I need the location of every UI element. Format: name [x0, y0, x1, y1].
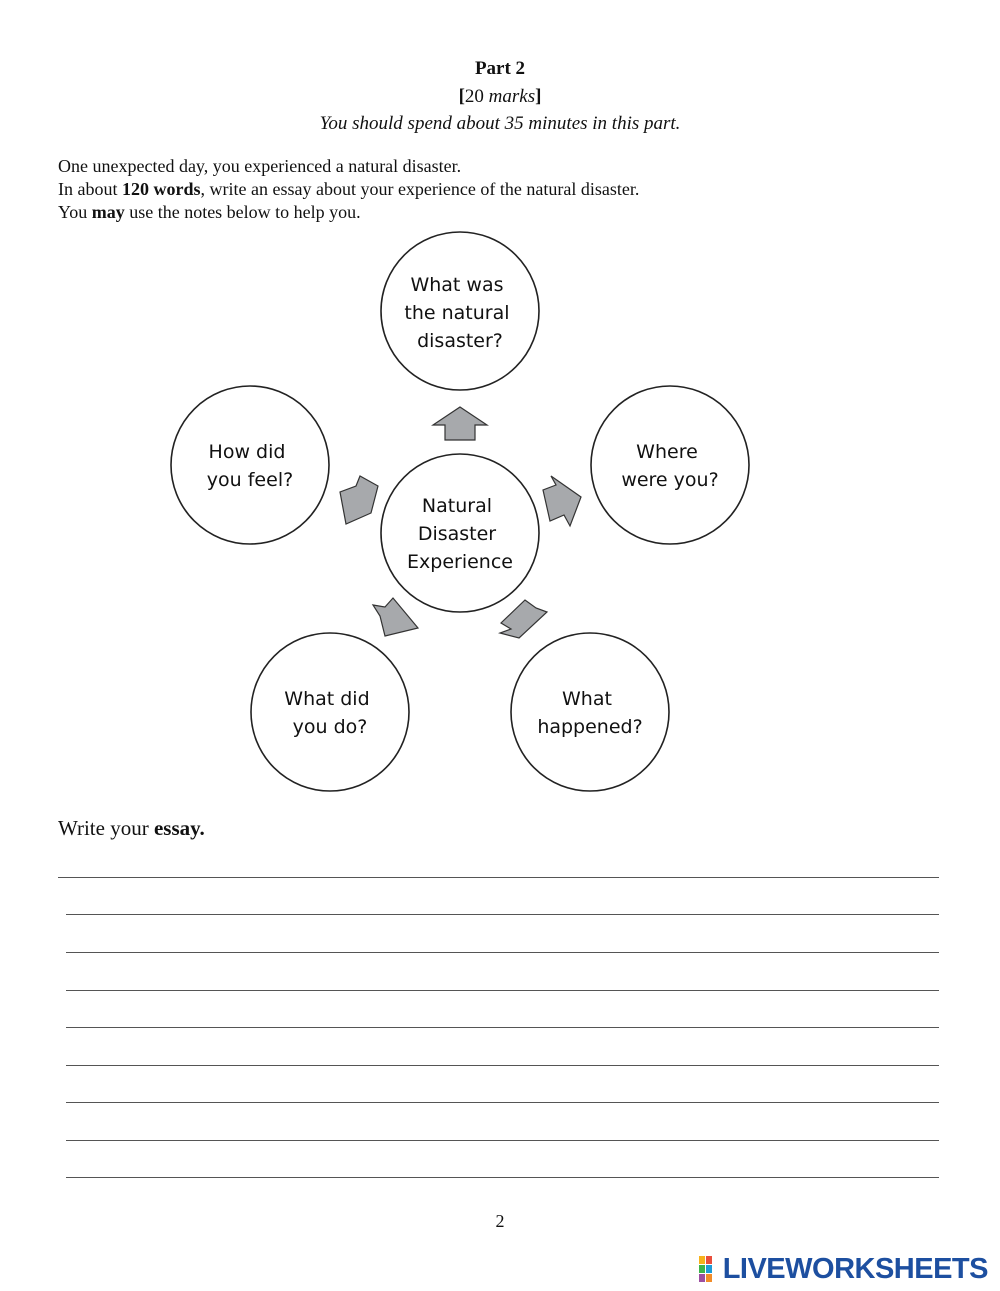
writing-line[interactable] [66, 990, 939, 991]
writing-line[interactable] [66, 1140, 939, 1141]
bottom-left-circle [251, 633, 409, 791]
top-line-2: the natural [404, 302, 510, 324]
arrow-up-icon [433, 407, 487, 440]
instruction-line-1: One unexpected day, you experienced a natural disaster. [58, 156, 462, 176]
part-title: Part 2 [474, 58, 526, 79]
center-line-2: Disaster [417, 523, 497, 545]
instruction-3-pre: You [58, 202, 92, 222]
writing-line[interactable] [66, 1102, 939, 1103]
instruction-2-pre: In about [58, 179, 122, 199]
writing-line[interactable] [66, 1177, 939, 1178]
marks-value: 20 [464, 86, 489, 107]
page-number: 2 [495, 1211, 505, 1231]
writing-line[interactable] [66, 1027, 939, 1028]
essay-prompt-pre: Write your [58, 816, 154, 840]
brand-watermark [699, 1253, 988, 1285]
may-emphasis: may [91, 202, 125, 222]
right-circle [591, 386, 749, 544]
marks-open: [ [458, 86, 465, 107]
marks-label [0, 86, 1000, 108]
mind-map-diagram [0, 225, 1000, 805]
bottom-left-line-1: What did [284, 688, 370, 710]
instruction-3-post: use the notes below to help you. [124, 202, 361, 222]
marks-word: marks [488, 86, 536, 107]
arrow-down-left-icon [373, 598, 418, 636]
left-line-2: you feel? [206, 469, 294, 491]
liveworksheets-logo-icon [699, 1256, 721, 1282]
essay-word: essay. [153, 816, 205, 840]
instruction-line-2 [58, 178, 639, 201]
arrow-left-icon [340, 476, 378, 524]
marks-close: ] [535, 86, 542, 107]
writing-line[interactable] [66, 952, 939, 953]
bottom-right-line-2: happened? [537, 716, 643, 738]
time-note: You should spend about 35 minutes in this part. [319, 113, 681, 134]
word-count: 120 words [121, 179, 201, 199]
instruction-2-post: , write an essay about your experience of the natural disaster. [200, 179, 640, 199]
center-line-3: Experience [407, 551, 513, 573]
brand-text: LIVEWORKSHEETS [722, 1252, 988, 1285]
bottom-right-circle [511, 633, 669, 791]
center-line-1: Natural [421, 495, 493, 517]
right-line-2: were you? [621, 469, 719, 491]
writing-line[interactable] [66, 914, 939, 915]
top-text [404, 274, 515, 352]
top-line-3: disaster? [417, 330, 503, 352]
left-line-1: How did [208, 441, 286, 463]
bottom-right-line-1: What [562, 688, 612, 710]
writing-line[interactable] [58, 877, 939, 878]
instruction-line-3 [58, 201, 361, 224]
left-circle [171, 386, 329, 544]
top-line-1: What was [410, 274, 504, 296]
bottom-left-line-2: you do? [292, 716, 368, 738]
arrow-down-right-icon [500, 600, 547, 638]
right-line-1: Where [636, 441, 698, 463]
center-text [407, 495, 513, 573]
arrow-right-icon [543, 476, 581, 526]
essay-prompt [58, 816, 205, 841]
writing-line[interactable] [66, 1065, 939, 1066]
